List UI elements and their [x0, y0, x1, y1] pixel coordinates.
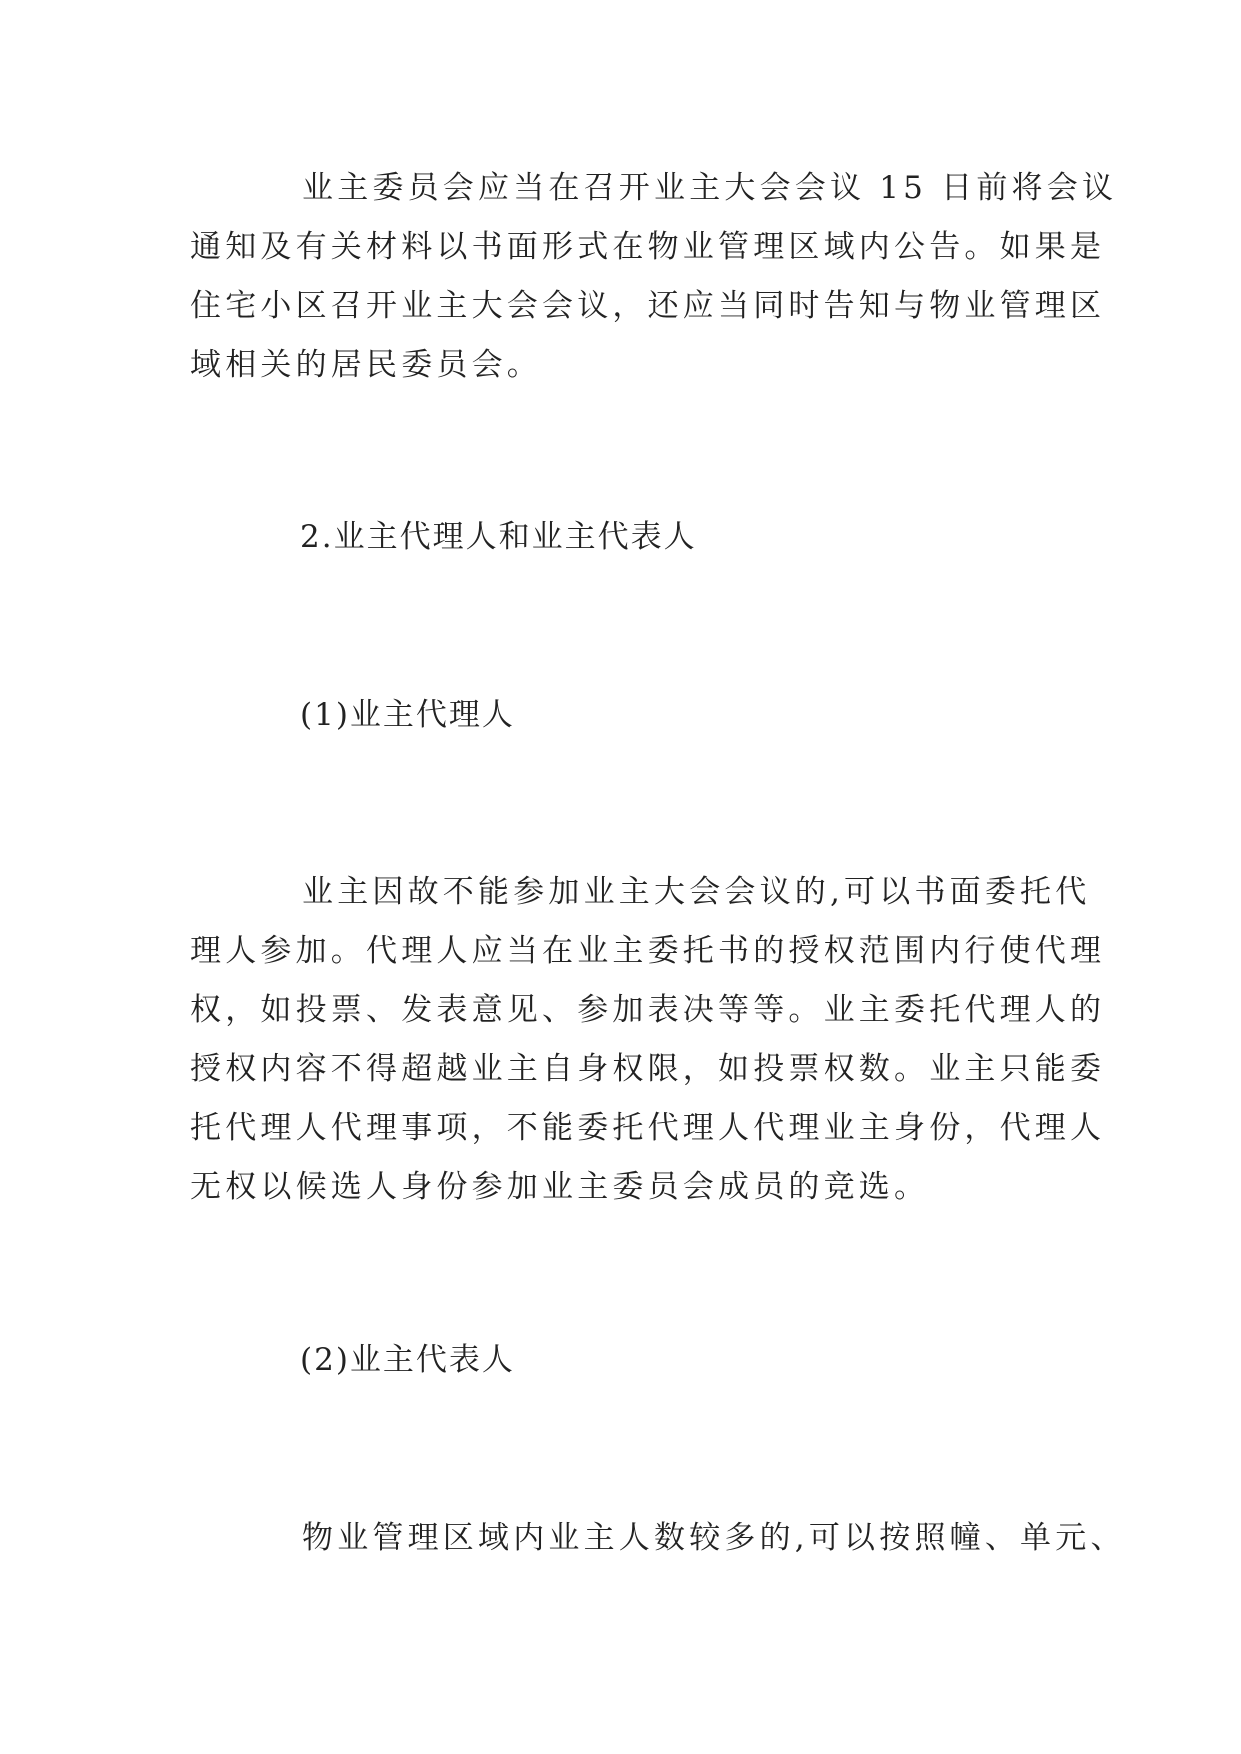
- paragraph-line: 通知及有关材料以书面形式在物业管理区域内公告。如果是: [190, 229, 1106, 265]
- section-heading: 2.业主代理人和业主代表人: [300, 519, 697, 555]
- paragraph-line: 住宅小区召开业主大会会议，还应当同时告知与物业管理区: [190, 288, 1106, 324]
- paragraph-line: 权，如投票、发表意见、参加表决等等。业主委托代理人的: [190, 992, 1106, 1028]
- paragraph-line: 业主委员会应当在召开业主大会会议 15 日前将会议: [302, 170, 1118, 206]
- paragraph-line: 授权内容不得超越业主自身权限，如投票权数。业主只能委: [190, 1051, 1106, 1087]
- paragraph-line: 无权以候选人身份参加业主委员会成员的竞选。: [190, 1169, 930, 1205]
- paragraph-line: 业主因故不能参加业主大会会议的,可以书面委托代: [302, 874, 1091, 910]
- paragraph-line: 托代理人代理事项，不能委托代理人代理业主身份，代理人: [190, 1110, 1106, 1146]
- subsection-heading: (1)业主代理人: [300, 697, 515, 733]
- subsection-heading: (2)业主代表人: [300, 1342, 515, 1378]
- paragraph-line: 理人参加。代理人应当在业主委托书的授权范围内行使代理: [190, 933, 1106, 969]
- paragraph-line: 物业管理区域内业主人数较多的,可以按照幢、单元、: [302, 1520, 1126, 1556]
- paragraph-line: 域相关的居民委员会。: [190, 347, 542, 383]
